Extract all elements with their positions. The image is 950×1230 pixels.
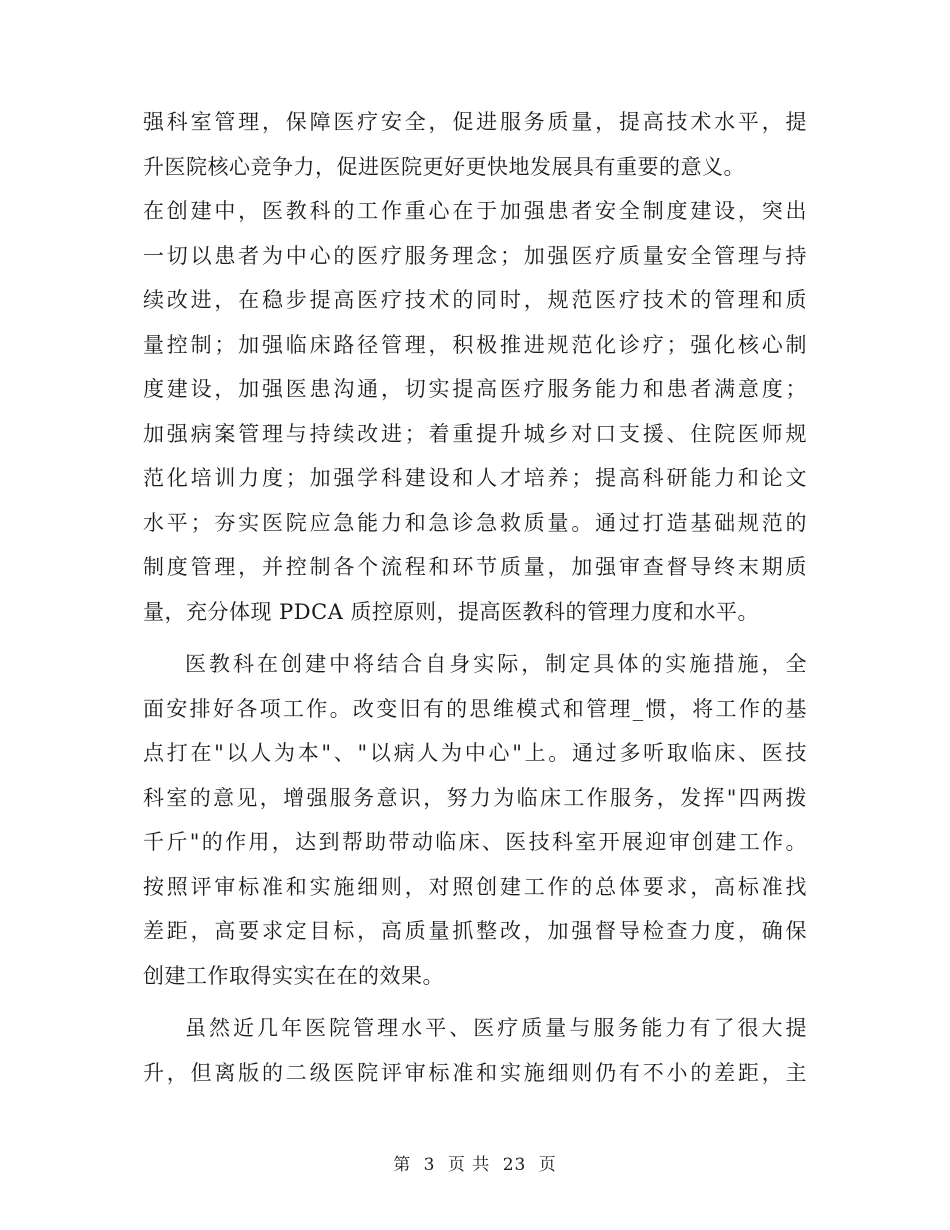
text-line: 虽然近几年医院管理水平、医疗质量与服务能力有了很大提 [185,1016,807,1040]
text-line: 加强病案管理与持续改进；着重提升城乡对口支援、住院医师规 [143,421,807,446]
text-line: 面安排好各项工作。改变旧有的思维模式和管理_惯，将工作的基 [143,696,807,721]
text-line: 升，但离版的二级医院评审标准和实施细则仍有不小的差距，主 [143,1060,807,1085]
current-page-number: 3 [423,1155,436,1175]
total-page-count: 23 [502,1155,527,1175]
page-number-middle: 页 共 [447,1155,491,1175]
paragraph-spacer [143,634,807,642]
text-line: 差距，高要求定目标，高质量抓整改，加强督导检查力度，确保 [143,919,807,943]
text-line: 续改进，在稳步提高医疗技术的同时，规范医疗技术的管理和质 [143,288,807,312]
paragraph [143,1006,807,1095]
text-line: 在创建中，医教科的工作重心在于加强患者安全制度建设，突出 [143,199,807,223]
text-line: 量，充分体现 PDCA 质控原则，提高医教科的管理力度和水平。 [143,599,760,624]
page-footer [0,1150,950,1175]
text-line: 强科室管理，保障医疗安全，促进服务质量，提高技术水平，提 [143,110,807,134]
text-line: 创建工作取得实实在在的效果。 [143,963,444,988]
text-line: 范化培训力度；加强学科建设和人才培养；提高科研能力和论文 [143,466,807,490]
paragraph [143,100,807,634]
page-number-prefix: 第 [393,1155,412,1175]
paragraph-spacer [143,998,807,1006]
document-body [143,100,807,1095]
text-line: 医教科在创建中将结合自身实际，制定具体的实施措施，全 [185,652,807,676]
text-line: 一切以患者为中心的医疗服务理念；加强医疗质量安全管理与持 [143,243,807,268]
text-line: 科室的意见，增强服务意识，努力为临床工作服务，发挥"四两拨 [143,785,807,810]
text-line: 升医院核心竞争力，促进医院更好更快地发展具有重要的意义。 [143,154,745,179]
paragraph [143,642,807,998]
text-line: 千斤"的作用，达到帮助带动临床、医技科室开展迎审创建工作。 [143,830,807,854]
page-number-suffix: 页 [538,1155,557,1175]
text-line: 水平；夯实医院应急能力和急诊急救质量。通过打造基础规范的 [143,510,807,535]
text-line: 量控制；加强临床路径管理，积极推进规范化诊疗；强化核心制 [143,332,807,357]
text-line: 制度管理，并控制各个流程和环节质量，加强审查督导终末期质 [143,555,807,579]
text-line: 点打在"以人为本"、"以病人为中心"上。通过多听取临床、医技 [143,741,807,765]
text-line: 按照评审标准和实施细则，对照创建工作的总体要求，高标准找 [143,874,807,899]
text-line: 度建设，加强医患沟通，切实提高医疗服务能力和患者满意度； [143,377,807,401]
